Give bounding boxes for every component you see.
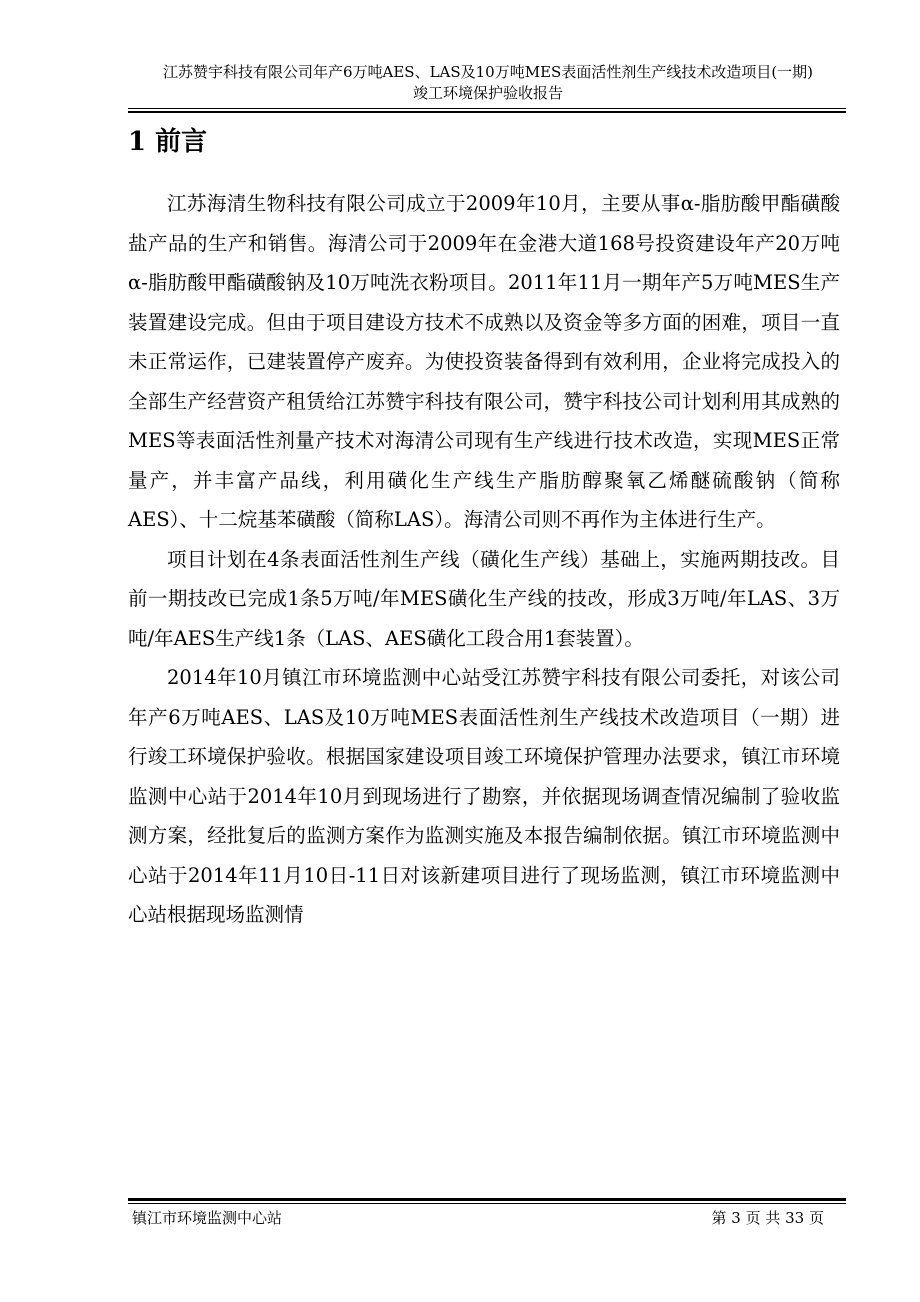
section-title: 1 前言 [128, 127, 208, 157]
page-header [128, 62, 848, 104]
body-text [128, 184, 840, 935]
footer-organization: 镇江市环境监测中心站 [132, 1209, 283, 1227]
footer-rule-bold [128, 1198, 846, 1201]
paragraph: 2014年10月镇江市环境监测中心站受江苏赞宇科技有限公司委托，对该公司年产6万吨AES、LAS及10万吨MES表面活性剂生产线技术改造项目（一期）进行竣工环境保护验收。根据国家建设项目竣工环境保护管理办法要求，镇江市环境监测中心站于2014年10月到现场进行了勘察，并依据现场调查情况编制了验收监测方案，经批复后的监测方案作为监测实施及本报告编制依据。镇江市环境监测中心站于2014年11月10日-11日对该新建项目进行了现场监测，镇江市环境监测中心站根据现场监测情 [128, 666, 840, 926]
page-number: 第 3 页 共 33 页 [711, 1209, 824, 1227]
header-title-line1: 江苏赞宇科技有限公司年产6万吨AES、LAS及10万吨MES表面活性剂生产线技术改造项目(一期) [162, 63, 814, 81]
footer-rule [128, 1203, 846, 1204]
paragraph: 江苏海清生物科技有限公司成立于2009年10月，主要从事α-脂肪酸甲酯磺酸盐产品的生产和销售。海清公司于2009年在金港大道168号投资建设年产20万吨α-脂肪酸甲酯磺酸钠及10万吨洗衣粉项目。2011年11月一期年产5万吨MES生产装置建设完成。但由于项目建设方技术不成熟以及资金等多方面的困难，项目一直未正常运作，已建装置停产废弃。为使投资装备得到有效利用，企业将完成投入的全部生产经营资产租赁给江苏赞宇科技有限公司，赞宇科技公司计划利用其成熟的MES等表面活性剂量产技术对海清公司现有生产线进行技术改造，实现MES正常量产，并丰富产品线，利用磺化生产线生产脂肪醇聚氧乙烯醚硫酸钠（简称AES）、十二烷基苯磺酸（简称LAS）。海清公司则不再作为主体进行生产。 [128, 192, 840, 531]
paragraph: 项目计划在4条表面活性剂生产线（磺化生产线）基础上，实施两期技改。目前一期技改已完成1条5万吨/年MES磺化生产线的技改，形成3万吨/年LAS、3万吨/年AES生产线1条（LAS、AES磺化工段合用1套装置）。 [128, 547, 840, 650]
header-title-line2: 竣工环境保护验收报告 [412, 84, 563, 102]
header-rule-bold [128, 111, 846, 113]
header-rule [128, 108, 846, 109]
